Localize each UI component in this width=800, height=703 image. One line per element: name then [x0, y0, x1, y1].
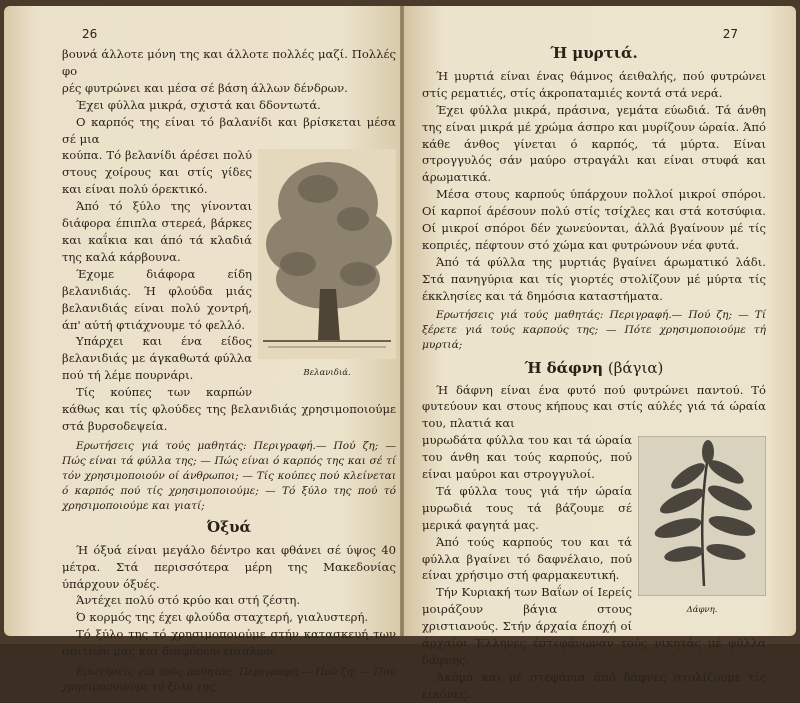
questions: Ερωτήσεις γιά τούς μαθητάς: Περιγραφή.— Πού ζη; — Τί ξέρετε γιά τούς καρπούς της; — Πότε χρησιμοποιούμε τή μυρτιά; [422, 308, 766, 351]
oak-tree-illustration [258, 149, 396, 359]
paragraph: κούπα. Τό βελανίδι άρέσει πολύ στους χοίρους και στίς γίδες και είναι πολύ όρεκτικό. [62, 148, 252, 197]
paragraph: Ή μυρτιά είναι ένας θάμνος άειθαλής, πού φυτρώνει στίς ρεματιές, στίς άκροπαταμιές κοντά στά νερά. [422, 68, 766, 100]
paragraph: Τό ξύλο της τό χρησιμοποιούμε στήν κατασκευή των σπιτιών μας και διαφόρων έπίπλων. [62, 627, 396, 659]
paragraph: Μέσα στους καρπούς ύπάρχουν πολλοί μικροί σπόροι. Οί καρποί άρέσουν πολύ στίς τσίχλες και στά κοτσύφια. Οί μικροί σπόροι δέν χωνεύονται, άλλά βγαίνουν μέ τίς κοπριές, πέφτουν στό χώμα και φυτρώνουν νέα φυτά. [422, 187, 766, 252]
paragraph: Έχομε διάφορα είδη βελανιδιάς. Ή φλούδα μιάς βελανιδιάς είναι πολύ χοντρή, άπ' αύτή φτιάχνουμε τό φελλό. [62, 266, 252, 332]
paragraph: Άπό τούς καρπούς του και τά φύλλα βγαίνει τό δαφνέλαιο, πού είναι χρήσιμο στή φαρμακευτική. [422, 534, 632, 583]
page-number-left: 26 [82, 27, 98, 41]
text-line: Ο καρπός της είναι τό βαλανίδι και βρίσκεται μέσα σέ μια [62, 114, 396, 146]
paragraph: μυρωδάτα φύλλα του και τά ώραία του άνθη και τούς καρπούς, πού είναι μαύροι και στρογγυλοί. [422, 433, 632, 482]
section-heading: Ή μυρτιά. [550, 44, 638, 62]
questions: Ερωτήσεις γιά τούς μαθητάς. Περιγραφή.— Πού ζη; — Πού χρησιμοποιούμε τό ξύλο της; [62, 666, 396, 694]
oak-tree-figure [258, 149, 396, 382]
text-line: ρές φυτρώνει και μέσα σέ βάση άλλων δένδρων. [62, 80, 348, 95]
text-line: βουνά άλλοτε μόνη της και άλλοτε πολλές μαζί. Πολλές φο [62, 47, 396, 78]
paragraph: Έχει φύλλα μικρά, πράσινα, γεμάτα εύωδιά. Τά άνθη της είναι μικρά μέ χρώμα άσπρο και μυρίζουν ώραία. Άπό κάθε άνθος γίνεται ό καρπός, τά μύρτα. Είναι στρογγυλός σάν μαύρο στραγάλι και είναι στυφά και άρωματικά. [422, 102, 766, 185]
paragraph: Άκόμα και μέ στεφάνια άπό δάφνες στολίζουμε τίς είκόνες. [422, 669, 766, 701]
laurel-illustration [638, 436, 766, 596]
paragraph: Τήν Κυριακή των Βαΐων οί Ιερείς μοιράζουν βάγια στους χριστιανούς. Στήν άρχαία έποχή οί άρχαίοι Έλληνες έστεφάνωναν τούς νικητάς μέ φύλλα δάφνης. [422, 585, 766, 667]
paragraph: Ό κορμός της έχει φλούδα σταχτερή, γιαλυστερή. [76, 610, 369, 625]
questions: Ερωτήσεις γιά τούς μαθητάς: Περιγραφή.— Πού ζη; — Πώς είναι τά φύλλα της; — Πώς είναι ό καρπός της και σέ τί τόν χρησιμοποιούν οί άνθρωποι; — Τίς κούπες πού κλείνεται ό καρπός πού τίς χρησιμοποιούμε; — Τό ξύλο της πού τό χρησιμοποιούμε και γιατί; [62, 439, 396, 512]
paragraph: Ή όξυά είναι μεγάλο δέντρο και φθάνει σέ ύψος 40 μέτρα. Στά περισσότερα μέρη της Μακεδονίας ύπάρχουν όξυές. [62, 542, 396, 591]
heading-main: Ή δάφνη [524, 358, 604, 377]
paragraph: Τά φύλλα τους γιά τήν ώραία μυρωδιά τους τά βάζουμε σέ μερικά φαγητά μας. [422, 483, 632, 532]
page-number-right: 27 [722, 27, 738, 41]
paragraph: Τίς κούπες των καρπών κάθως και τίς φλούδες της βελανιδιάς χρησιμοποιούμε στά βυρσοδεψεία. [62, 385, 396, 433]
figure-caption: Δάφνη. [686, 605, 718, 616]
paragraph: Υπάρχει και ένα είδος βελανιδιάς με άγκαθωτά φύλλα πού τή λέμε πουρνάρι. [62, 334, 252, 383]
right-page [404, 6, 796, 701]
paragraph: Ή δάφνη είναι ένα φυτό πού φυτρώνει παντού. Τό φυτεύουν και στους κήπους και στίς αύλές γιά τά ώραία του, πλατιά και [422, 382, 766, 431]
text-line: Έχει φύλλα μικρά, σχιστά και δδοντωτά. [76, 97, 321, 112]
laurel-figure [638, 436, 766, 619]
paragraph: Άπό τά φύλλα της μυρτιάς βγαίνει άρωματικό λάδι. Στά πανηγύρια και τίς γιορτές στολίζουν μέ μύρτα τίς έκκλησίες και τά δημόσια καταστήματα. [422, 254, 766, 303]
left-page [4, 6, 400, 694]
section-heading: Όξυά [206, 517, 252, 536]
heading-sub: (βάγια) [607, 358, 664, 377]
section-heading [422, 360, 766, 377]
paragraph: Άντέχει πολύ στό κρύο και στή ζέστη. [76, 593, 301, 608]
figure-caption: Βελανιδιά. [303, 368, 351, 379]
paragraph: Άπό τό ξύλο της γίνονται διάφορα έπιπλα στερεά, βάρκες και καΐκια και άπό τά κλαδιά της καλά κάρβουνα. [62, 199, 252, 264]
